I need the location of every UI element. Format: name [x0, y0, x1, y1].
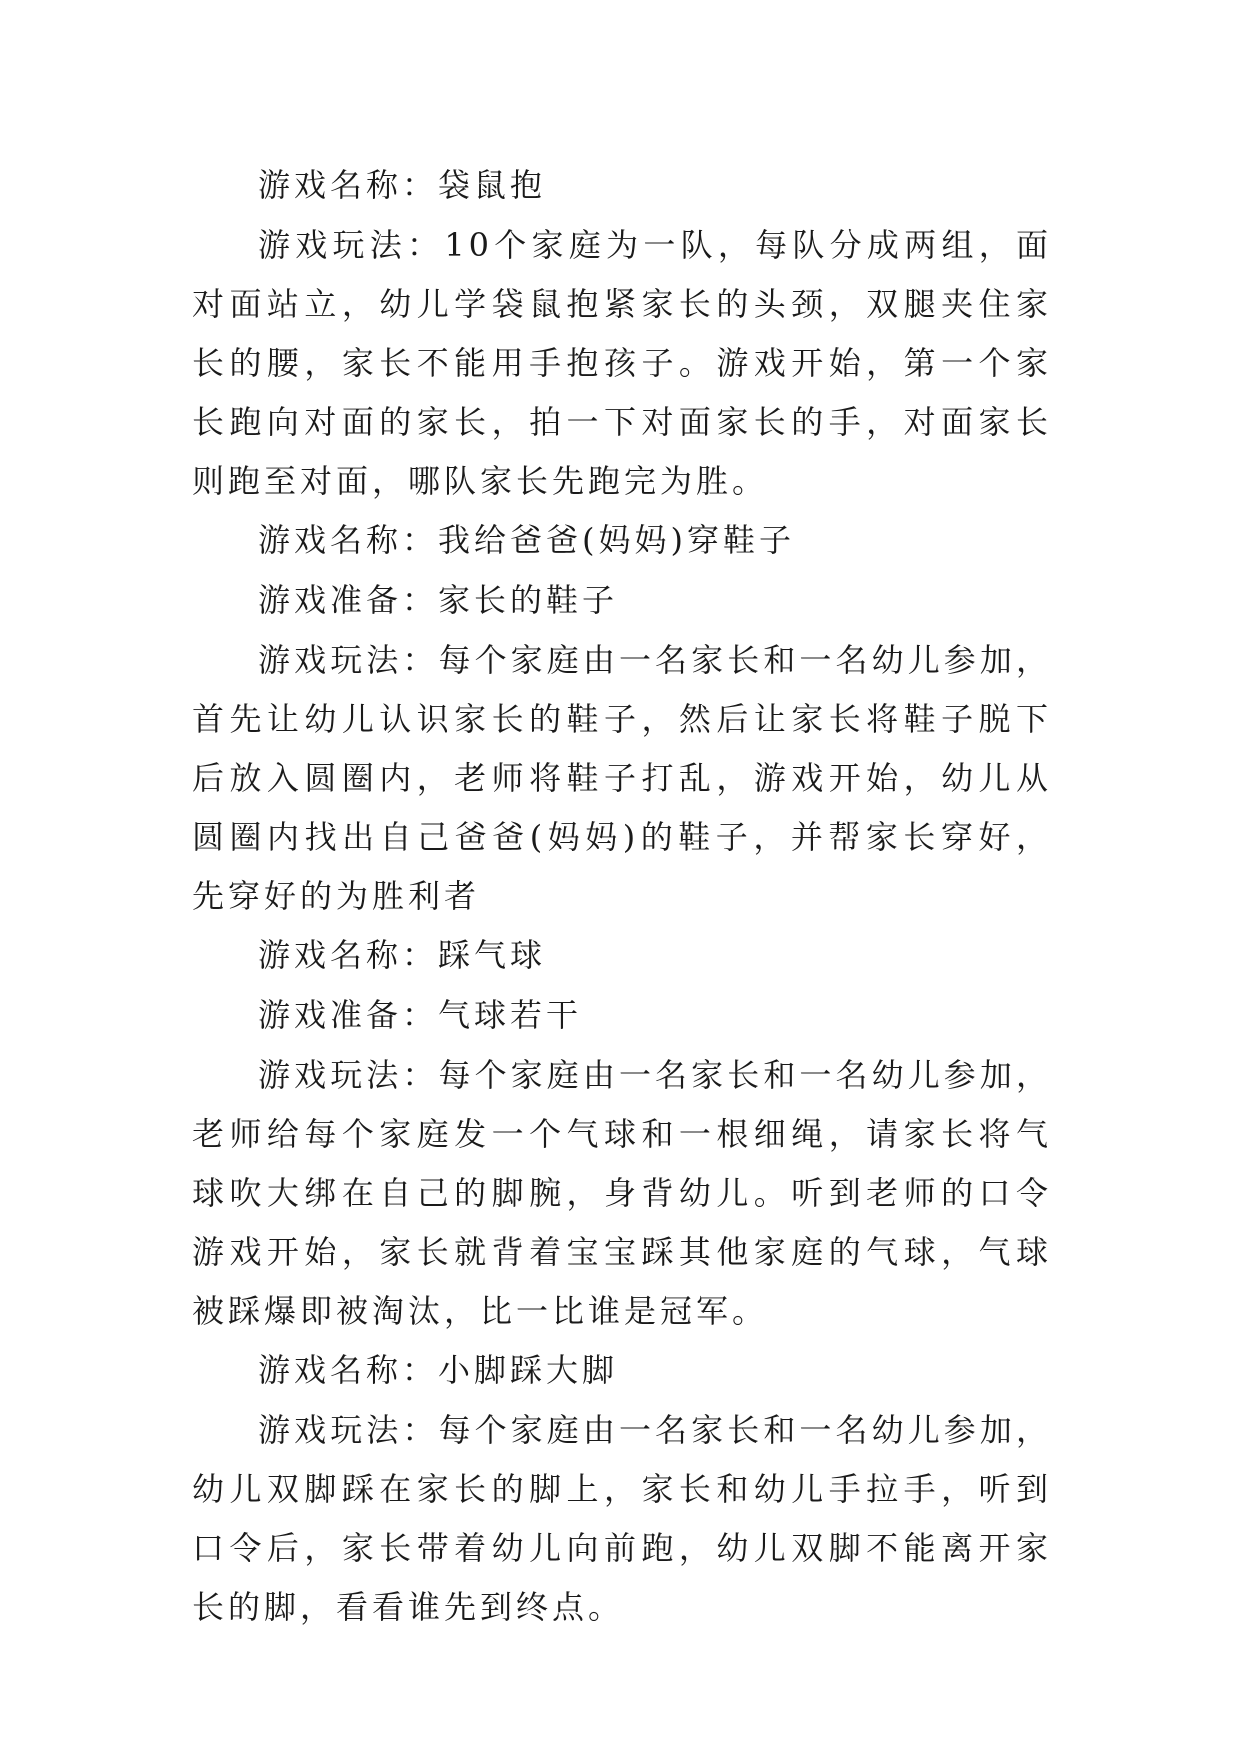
game-name-kangaroo: 游戏名称：袋鼠抱 [258, 166, 547, 204]
game-prep-shoes: 游戏准备：家长的鞋子 [258, 581, 619, 619]
game-name-balloon: 游戏名称：踩气球 [258, 936, 547, 974]
game-rules-balloon: 游戏玩法：每个家庭由一名家长和一名幼儿参加，老师给每个家庭发一个气球和一根细绳，请家长将气球吹大绑在自己的脚腕，身背幼儿。听到老师的口令游戏开始，家长就背着宝宝踩其他家庭的气球，气球被踩爆即被淘汰，比一比谁是冠军。 [192, 1056, 1052, 1330]
game-prep-balloon: 游戏准备：气球若干 [258, 996, 583, 1034]
document-page [192, 156, 1052, 1637]
game-name-shoes: 游戏名称：我给爸爸(妈妈)穿鞋子 [258, 521, 795, 559]
game-rules-feet: 游戏玩法：每个家庭由一名家长和一名幼儿参加，幼儿双脚踩在家长的脚上，家长和幼儿手拉手，听到口令后，家长带着幼儿向前跑，幼儿双脚不能离开家长的脚，看看谁先到终点。 [192, 1411, 1052, 1626]
game-rules-shoes: 游戏玩法：每个家庭由一名家长和一名幼儿参加，首先让幼儿认识家长的鞋子，然后让家长将鞋子脱下后放入圆圈内，老师将鞋子打乱，游戏开始，幼儿从圆圈内找出自己爸爸(妈妈)的鞋子，并帮家长穿好，先穿好的为胜利者 [192, 641, 1052, 915]
game-rules-kangaroo: 游戏玩法：10个家庭为一队，每队分成两组，面对面站立，幼儿学袋鼠抱紧家长的头颈，双腿夹住家长的腰，家长不能用手抱孩子。游戏开始，第一个家长跑向对面的家长，拍一下对面家长的手，对面家长则跑至对面，哪队家长先跑完为胜。 [192, 226, 1052, 500]
game-name-feet: 游戏名称：小脚踩大脚 [258, 1351, 619, 1389]
